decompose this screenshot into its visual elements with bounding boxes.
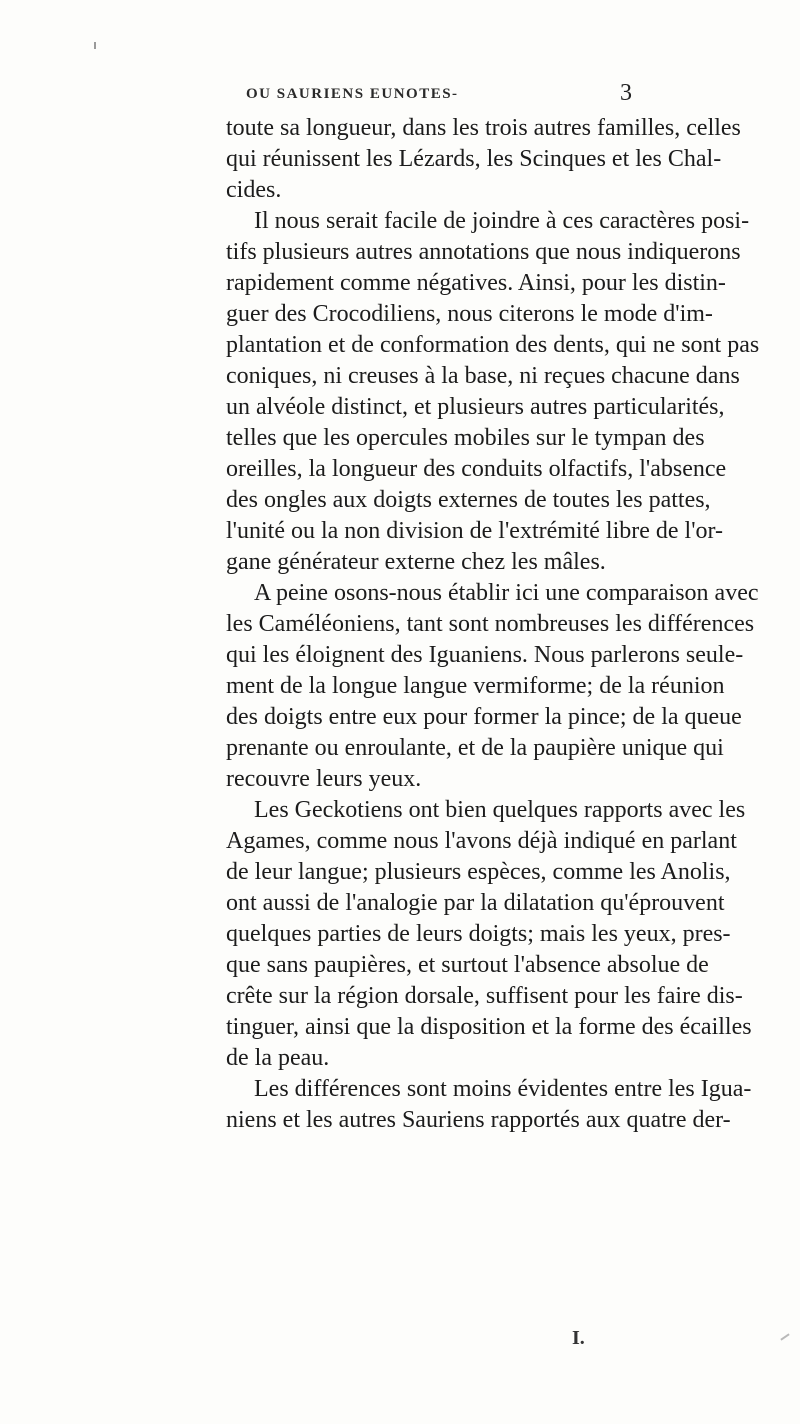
- text-line: un alvéole distinct, et plusieurs autres particularités,: [226, 394, 725, 420]
- text-line: guer des Crocodiliens, nous citerons le mode d'im-: [226, 301, 713, 327]
- text-line: recouvre leurs yeux.: [226, 766, 422, 792]
- text-line: de leur langue; plusieurs espèces, comme les Anolis,: [226, 859, 731, 885]
- text-line: Les différences sont moins évidentes entre les Igua-: [254, 1076, 752, 1102]
- text-line: qui réunissent les Lézards, les Scinques et les Chal-: [226, 146, 722, 172]
- running-head: [0, 80, 800, 110]
- text-line: des doigts entre eux pour former la pince; de la queue: [226, 704, 742, 730]
- text-line: quelques parties de leurs doigts; mais les yeux, pres-: [226, 921, 731, 947]
- text-line: qui les éloignent des Iguaniens. Nous parlerons seule-: [226, 642, 744, 668]
- text-line: toute sa longueur, dans les trois autres familles, celles: [226, 115, 741, 141]
- text-line: des ongles aux doigts externes de toutes les pattes,: [226, 487, 711, 513]
- text-line: tifs plusieurs autres annotations que nous indiquerons: [226, 239, 741, 265]
- text-line: niens et les autres Sauriens rapportés aux quatre der-: [226, 1107, 731, 1133]
- text-line: que sans paupières, et surtout l'absence absolue de: [226, 952, 709, 978]
- running-title: OU SAURIENS EUNOTES-: [246, 86, 459, 102]
- text-line: coniques, ni creuses à la base, ni reçues chacune dans: [226, 363, 740, 389]
- text-line: de la peau.: [226, 1045, 330, 1071]
- text-line: tinguer, ainsi que la disposition et la forme des écailles: [226, 1014, 752, 1040]
- text-line: cides.: [226, 177, 282, 203]
- text-line: prenante ou enroulante, et de la paupière unique qui: [226, 735, 724, 761]
- text-line: Agames, comme nous l'avons déjà indiqué en parlant: [226, 828, 737, 854]
- text-line: Il nous serait facile de joindre à ces caractères posi-: [254, 208, 750, 234]
- text-line: ont aussi de l'analogie par la dilatation qu'éprouvent: [226, 890, 725, 916]
- text-line: oreilles, la longueur des conduits olfactifs, l'absence: [226, 456, 727, 482]
- text-line: ment de la longue langue vermiforme; de la réunion: [226, 673, 725, 699]
- text-line: les Caméléoniens, tant sont nombreuses les différences: [226, 611, 755, 637]
- text-line: l'unité ou la non division de l'extrémité libre de l'or-: [226, 518, 724, 544]
- text-line: rapidement comme négatives. Ainsi, pour les distin-: [226, 270, 726, 296]
- text-line: plantation et de conformation des dents, qui ne sont pas: [226, 332, 760, 358]
- text-line: gane générateur externe chez les mâles.: [226, 549, 606, 575]
- scan-speck: [94, 42, 96, 49]
- scan-speck: [780, 1333, 789, 1340]
- page-number: 3: [620, 80, 632, 106]
- text-line: crête sur la région dorsale, suffisent pour les faire dis-: [226, 983, 743, 1009]
- signature-mark: I.: [572, 1327, 585, 1349]
- text-line: A peine osons-nous établir ici une comparaison avec: [254, 580, 759, 606]
- text-line: telles que les opercules mobiles sur le tympan des: [226, 425, 705, 451]
- text-line: Les Geckotiens ont bien quelques rapports avec les: [254, 797, 746, 823]
